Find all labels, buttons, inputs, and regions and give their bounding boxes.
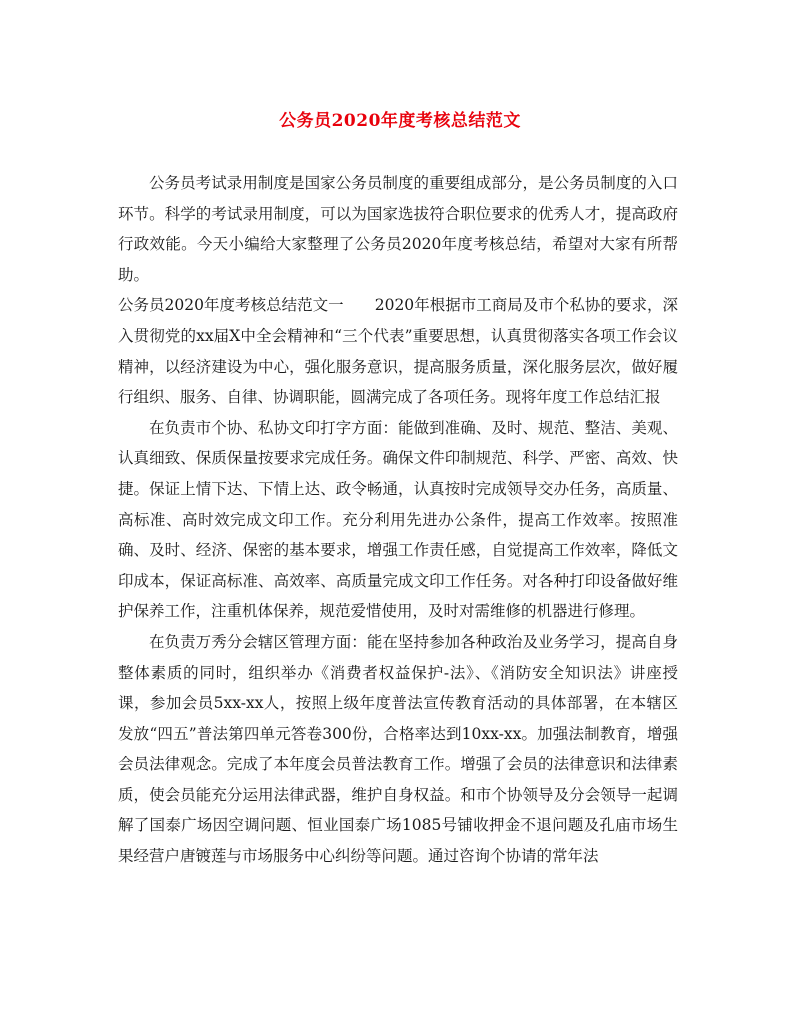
paragraph-intro: 公务员考试录用制度是国家公务员制度的重要组成部分，是公务员制度的入口环节。科学的考试录用制度，可以为国家选拔符合职位要求的优秀人才，提高政府行政效能。今天小编给大家整理了公务员2020年度考核总结，希望对大家有所帮助。 [118, 174, 678, 284]
document-body [118, 168, 678, 872]
paragraph-district-management: 在负责万秀分会辖区管理方面：能在坚持参加各种政治及业务学习，提高自身整体素质的同时，组织举办《消费者权益保护-法》、《消防安全知识法》讲座授课，参加会员5xx-xx人，按照上级年度普法宣传教育活动的具体部署，在本辖区发放“四五”普法第四单元答卷300份，合格率达到10xx-xx。加强法制教育，增强会员法律观念。完成了本年度会员普法教育工作。增强了会员的法律意识和法律素质，使会员能充分运用法律武器，维护自身权益。和市个协领导及分会领导一起调解了国泰广场因空调问题、恒业国泰广场1085号铺收押金不退问题及孔庙市场生果经营户唐镀莲与市场服务中心纠纷等问题。通过咨询个协请的常年法 [118, 632, 678, 866]
paragraph-typing-work: 在负责市个协、私协文印打字方面：能做到准确、及时、规范、整洁、美观、认真细致、保质保量按要求完成任务。确保文件印制规范、科学、严密、高效、快捷。保证上情下达、下情上达、政令畅通，认真按时完成领导交办任务，高质量、高标准、高时效完成文印工作。充分利用先进办公条件，提高工作效率。按照准确、及时、经济、保密的基本要求，增强工作责任感，自觉提高工作效率，降低文印成本，保证高标准、高效率、高质量完成文印工作任务。对各种打印设备做好维护保养工作，注重机体保养，规范爱惜使用，及时对需维修的机器进行修理。 [118, 418, 678, 621]
document-title: 公务员2020年度考核总结范文 [279, 111, 521, 131]
paragraph-section-one: 公务员2020年度考核总结范文一 2020年根据市工商局及市个私协的要求，深入贯彻党的xx届X中全会精神和“三个代表”重要思想，认真贯彻落实各项工作会议精神，以经济建设为中心，强化服务意识，提高服务质量，深化服务层次，做好履行组织、服务、自律、协调职能，圆满完成了各项任务。现将年度工作总结汇报 [118, 296, 678, 407]
